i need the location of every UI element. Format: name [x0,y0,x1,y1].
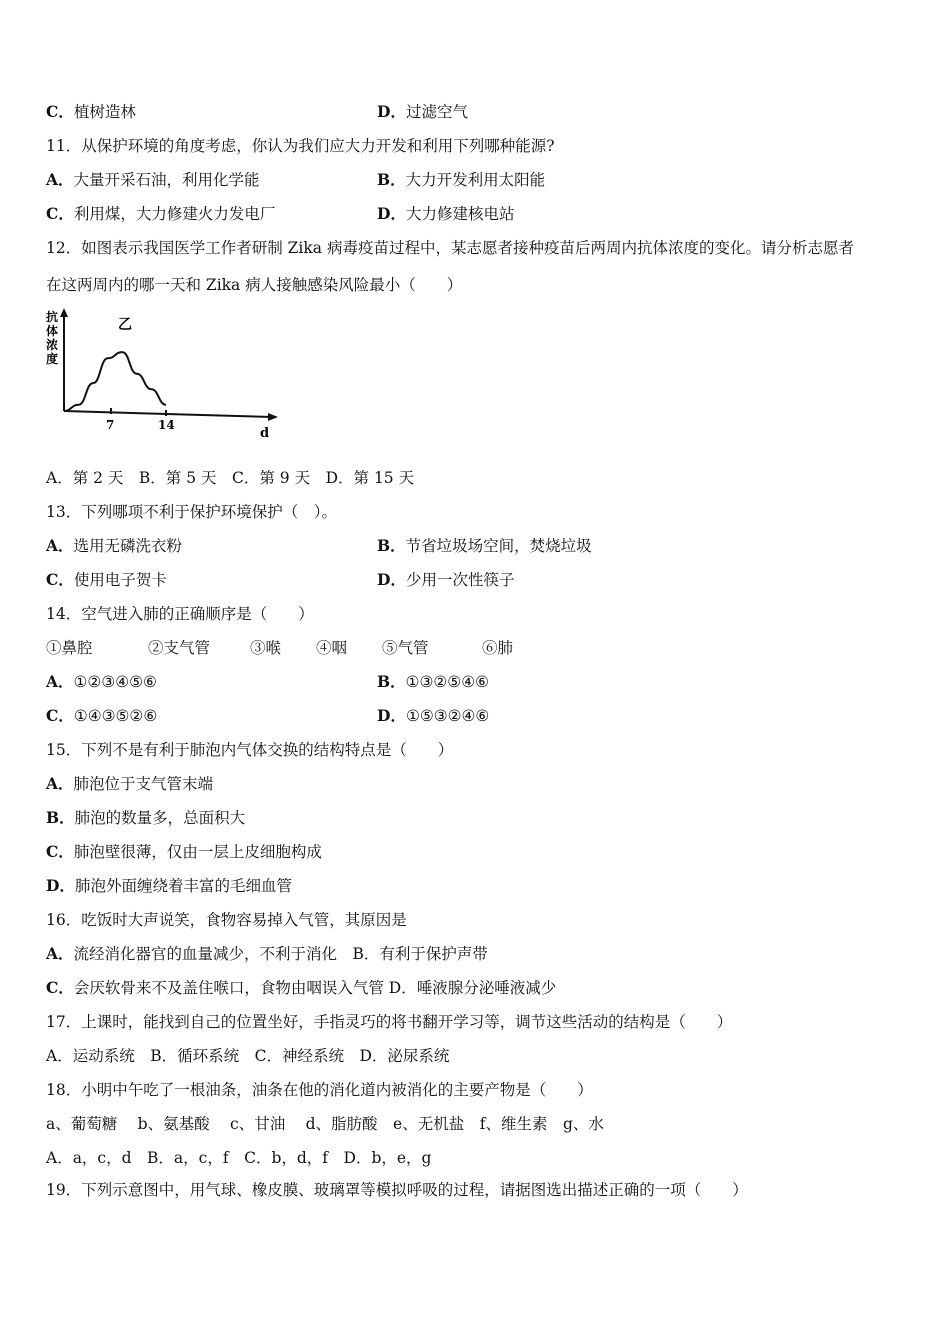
q13-option-a: A．选用无磷洗衣粉 [46,536,183,555]
x-axis [64,411,272,417]
y-axis-arrow [60,308,68,317]
q11-option-b: B．大力开发利用太阳能 [377,170,546,189]
q11-option-a: A．大量开采石油，利用化学能 [46,170,260,189]
q14-item: ③喉 [250,639,282,657]
q13-option-d: D．少用一次性筷子 [377,570,515,589]
q14-item: ①鼻腔 [46,639,93,657]
q14-option-a: A．①②③④⑤⑥ [46,672,157,691]
y-label-char: 抗 [46,310,59,324]
chart-title: 乙 [118,317,132,333]
x-axis-arrow [268,413,278,421]
antibody-chart [44,305,284,445]
y-label [46,309,58,366]
q15-option-a: A．肺泡位于支气管末端 [46,774,214,793]
x-tick-label-14: 14 [158,418,175,432]
q14-item: ④咽 [316,639,348,657]
y-label-char: 浓 [46,338,59,352]
q13-stem: 13．下列哪项不利于保护环境保护（ ）。 [46,503,337,521]
q11-option-d: D．大力修建核电站 [377,204,515,223]
q16-stem: 16．吃饭时大声说笑，食物容易掉入气管，其原因是 [46,911,407,929]
antibody-curve [64,352,166,411]
q14-option-d: D．①⑤③②④⑥ [377,706,490,725]
q18-items: a、葡萄糖 b、氨基酸 c、甘油 d、脂肪酸 e、无机盐 f、维生素 g、水 [46,1115,604,1133]
q14-item: ⑥肺 [482,639,514,657]
q14-stem: 14．空气进入肺的正确顺序是（ ） [46,605,314,623]
q17-stem: 17．上课时，能找到自己的位置坐好，手指灵巧的将书翻开学习等，调节这些活动的结构是（ ） [46,1013,733,1031]
y-label-char: 度 [46,352,59,366]
q15-option-b: B．肺泡的数量多，总面积大 [46,808,246,827]
q14-item: ②支气管 [148,639,211,657]
q12-stem-line2: 在这两周内的哪一天和 Zika 病人接触感染风险最小（ ） [46,276,463,294]
q14-item: ⑤气管 [382,639,429,657]
x-axis-label: d [260,426,270,441]
q19-stem: 19．下列示意图中，用气球、橡皮膜、玻璃罩等模拟呼吸的过程，请据图选出描述正确的一项（ ） [46,1181,748,1199]
q14-items [46,638,513,658]
q11-option-c: C．利用煤，大力修建火力发电厂 [46,204,276,223]
q13-option-c: C．使用电子贺卡 [46,570,167,589]
q13-option-b: B．节省垃圾场空间，焚烧垃圾 [377,536,592,555]
q14-option-c: C．①④③⑤②⑥ [46,706,158,725]
y-label-char: 体 [46,324,59,338]
q18-stem: 18．小明中午吃了一根油条，油条在他的消化道内被消化的主要产物是（ ） [46,1081,593,1099]
q12-options: A．第 2 天 B．第 5 天 C．第 9 天 D．第 15 天 [46,469,415,487]
q15-stem: 15．下列不是有利于肺泡内气体交换的结构特点是（ ） [46,741,454,759]
q10-option-c: C．植树造林 [46,102,136,121]
q16-options-cd: C．会厌软骨来不及盖住喉口，食物由咽误入气管 D．唾液腺分泌唾液减少 [46,978,557,997]
q11-stem: 11．从保护环境的角度考虑，你认为我们应大力开发和利用下列哪种能源? [46,137,555,155]
q15-option-d: D．肺泡外面缠绕着丰富的毛细血管 [46,876,292,895]
q17-options: A．运动系统 B．循环系统 C．神经系统 D．泌尿系统 [46,1047,450,1065]
q15-option-c: C．肺泡壁很薄，仅由一层上皮细胞构成 [46,842,322,861]
q14-option-b: B．①③②⑤④⑥ [377,672,489,691]
q10-option-d: D．过滤空气 [377,102,468,121]
q16-options-ab: A．流经消化器官的血量减少，不利于消化 B．有利于保护声带 [46,944,488,963]
x-tick-label-7: 7 [106,418,115,432]
q18-options: A．a，c，d B．a，c，f C．b，d，f D．b，e，g [46,1149,432,1167]
q12-stem-line1: 12．如图表示我国医学工作者研制 Zika 病毒疫苗过程中，某志愿者接种疫苗后两周内抗体浓度的变化。请分析志愿者 [46,239,854,257]
